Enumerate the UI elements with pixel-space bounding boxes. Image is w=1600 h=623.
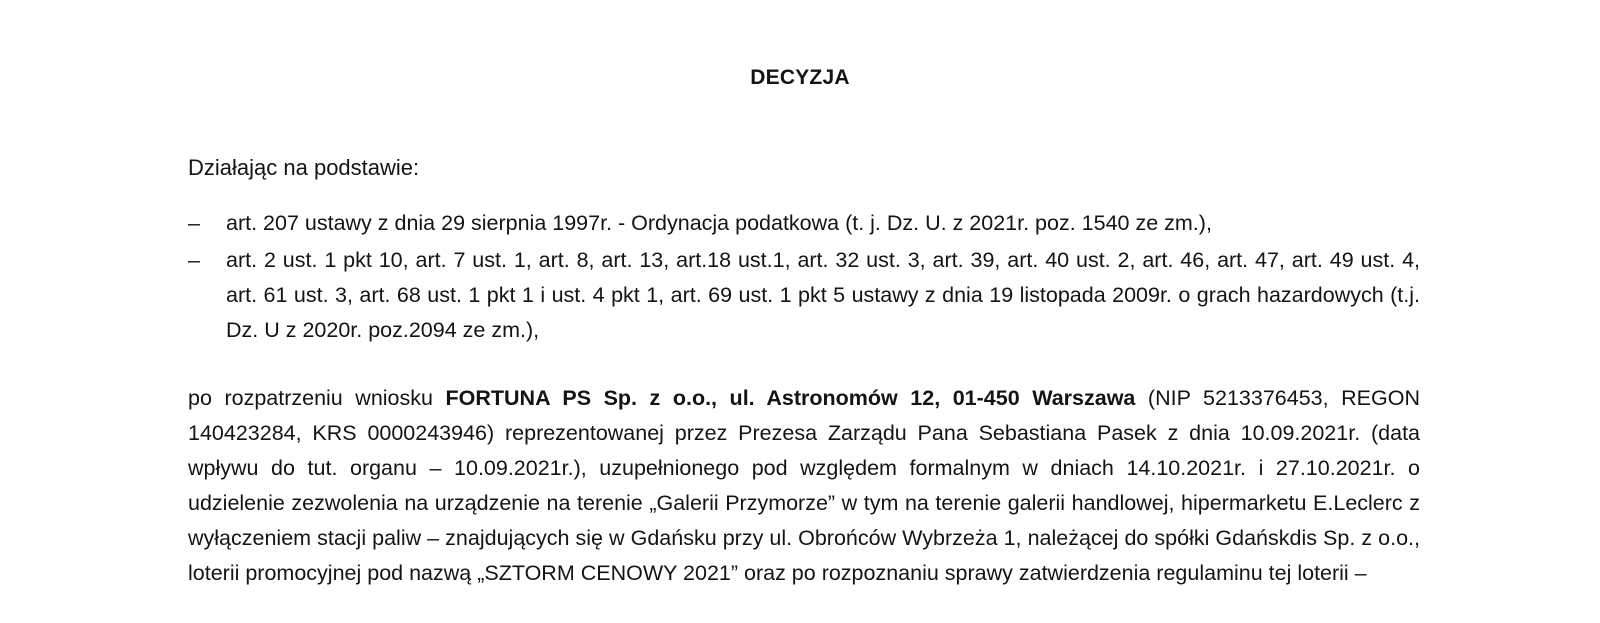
legal-basis-text: art. 2 ust. 1 pkt 10, art. 7 ust. 1, art. 8, art. 13, art.18 ust.1, art. 32 ust. 3, art. 39, art. 40 ust. 2, art. 46, art. 47, art. 49 ust. 4, art. 61 ust. 3, art. 68 ust. 1 pkt 1 i ust. 4 pkt 1, art. 69 ust. 1 pkt 5 ustawy z dnia 19 listopada 2009r. o grach hazardowych (t.j. Dz. U z 2020r. poz.2094 ze zm.), — [226, 248, 1420, 342]
legal-basis-item — [188, 206, 1420, 241]
legal-basis-text: art. 207 ustawy z dnia 29 sierpnia 1997r. - Ordynacja podatkowa (t. j. Dz. U. z 2021r. poz. 1540 ze zm.), — [226, 211, 1212, 235]
legal-basis-list — [188, 206, 1420, 348]
list-dash: – — [188, 211, 200, 235]
paragraph-prefix: po rozpatrzeniu wniosku — [188, 386, 446, 410]
main-paragraph — [188, 381, 1420, 591]
document-title: DECYZJA — [750, 66, 850, 89]
paragraph-rest: (NIP 5213376453, REGON 140423284, KRS 0000243946) reprezentowanej przez Prezesa Zarządu Pana Sebastiana Pasek z dnia 10.09.2021r. (data wpływu do tut. organu – 10.09.2021r.), uzupełnionego pod względem formalnym w dniach 14.10.2021r. i 27.10.2021r. o udzielenie zezwolenia na urządzenie na terenie „Galerii Przymorze” w tym na terenie galerii handlowej, hipermarketu E.Leclerc z wyłączeniem stacji paliw – znajdujących się w Gdańsku przy ul. Obrońców Wybrzeża 1, należącej do spółki Gdańskdis Sp. z o.o., loterii promocyjnej pod nazwą „SZTORM CENOWY 2021” oraz po rozpoznaniu sprawy zatwierdzenia regulaminu tej loterii – — [188, 386, 1420, 585]
intro-text: Działając na podstawie: — [188, 155, 420, 180]
legal-basis-item — [188, 243, 1420, 348]
list-dash: – — [188, 248, 200, 272]
company-name: FORTUNA PS Sp. z o.o., ul. Astronomów 12, 01-450 Warszawa — [445, 386, 1136, 410]
